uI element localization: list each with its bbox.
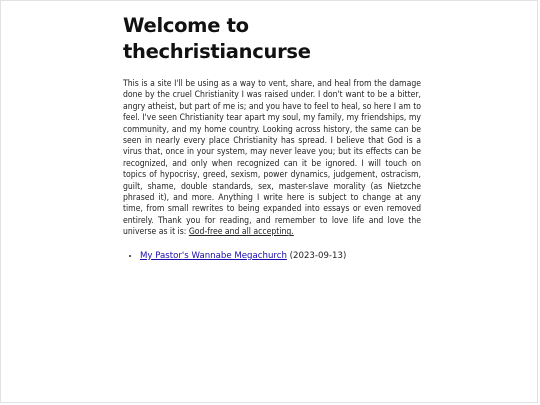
list-item bbox=[140, 251, 421, 262]
post-date: (2023-09-13) bbox=[289, 250, 347, 261]
post-list bbox=[123, 251, 421, 262]
page-title: Welcome to thechristiancurse bbox=[123, 14, 311, 63]
god-free-link[interactable]: God-free and all accepting. bbox=[188, 227, 294, 238]
intro-paragraph bbox=[123, 79, 421, 239]
intro-text: This is a site I'll be using as a way to vent, share, and heal from the damage done by the cruel Christianity I was raised under. I don't want to be a bitter, angry atheist, but part of me is; and you have to feel to heal, so here I am to feel. I've seen Christianity tear apart my soul, my family, my friendships, my community, and my home country. Looking across history, the same can be seen in nearly every place Christianity has spread. I believe that God is a virus that, once in your system, may never leave you; but its effects can be recognized, and only when recognized can it be ignored. I will touch on topics of hypocrisy, greed, sexism, power dynamics, judgement, ostracism, guilt, shame, double standards, sex, master-slave morality (as Nietzche phrased it), and more. Anything I write here is subject to change at any time, from small rewrites to being expanded into essays or even removed entirely. Thank you for reading, and remember to love life and love the universe as it is: bbox=[123, 79, 421, 238]
post-link[interactable]: My Pastor's Wannabe Megachurch bbox=[140, 250, 287, 261]
page-content bbox=[123, 13, 421, 262]
